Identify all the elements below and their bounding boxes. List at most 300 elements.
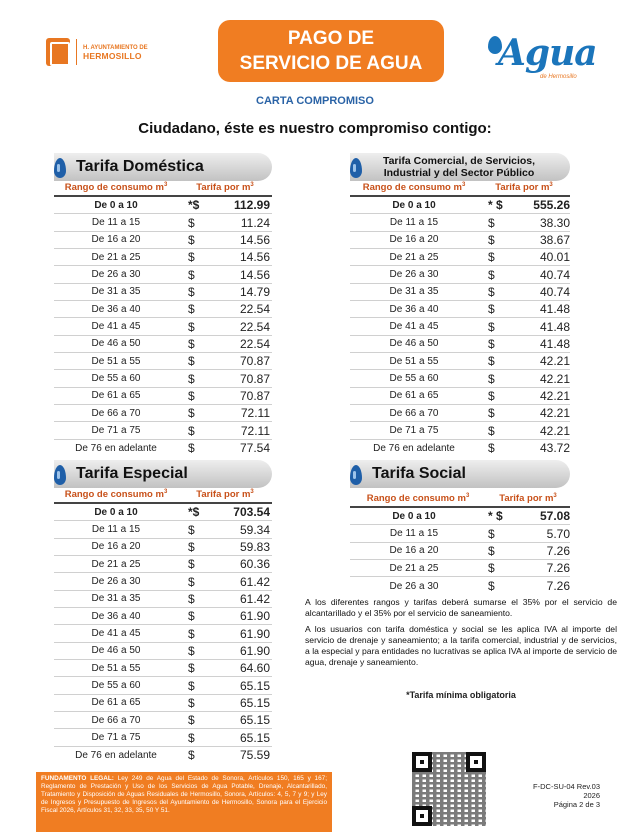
- tarifa-especial-table: [54, 460, 272, 764]
- tarifa-cell: [178, 505, 270, 519]
- currency-symbol: * $: [488, 509, 503, 524]
- tarifa-cell: [178, 320, 270, 334]
- table-row: [54, 301, 272, 318]
- rango-cell: De 66 a 70: [91, 714, 141, 726]
- tarifa-cell: [178, 337, 270, 351]
- tarifa-amount: 42.21: [539, 371, 570, 386]
- rango-cell: De 46 a 50: [91, 338, 141, 350]
- rango-cell: De 31 a 35: [389, 286, 439, 298]
- table-title-bar: [350, 460, 570, 488]
- rango-cell: De 61 a 65: [389, 390, 439, 402]
- table-row: [350, 232, 570, 249]
- table-title: Tarifa Social: [372, 465, 466, 482]
- currency-symbol: $: [188, 319, 195, 334]
- tarifa-amount: 59.83: [239, 539, 270, 554]
- tarifa-amount: 14.56: [239, 250, 270, 265]
- tarifa-cell: [178, 679, 270, 693]
- table-row: [54, 539, 272, 556]
- column-headers: [350, 492, 570, 508]
- tarifa-cell: [478, 424, 570, 438]
- col-rango: Rango de consumo $m^3$: [362, 182, 466, 194]
- tarifa-amount: 42.21: [539, 423, 570, 438]
- fundamento-legal: FUNDAMENTO LEGAL: Ley 249 de Agua del Estado de Sonora, Artículos 150, 165 y 167; Reglamento de Prestación y Uso de los Servicios de Agua Potable, Drenaje, Alcantarillado, Tratamiento y Disposición de Aguas Residuales de Hermosillo, Sonora, Artículos: 4, 5, 7 y 9; y Ley de Ingresos y Presupuesto de Ingresos del Ayuntamiento de Hermosillo, Sonora para el Ejercicio Fiscal 2026, Artículos 31, 32, 33, 35, 50 Y 51.: [36, 772, 332, 832]
- currency-symbol: $: [488, 579, 495, 594]
- rango-cell: De 21 a 25: [389, 562, 439, 574]
- col-tarifa: Tarifa por $m^3$: [196, 489, 254, 501]
- tarifa-cell: [178, 609, 270, 623]
- currency-symbol: $: [488, 232, 495, 247]
- tarifa-cell: [178, 441, 270, 455]
- table-row: [350, 318, 570, 335]
- currency-symbol: $: [488, 354, 495, 369]
- tarifa-amount: 61.42: [239, 591, 270, 606]
- qr-finder: [466, 752, 486, 772]
- tarifa-cell: [478, 579, 570, 593]
- tarifa-cell: [478, 354, 570, 368]
- tarifa-cell: [178, 268, 270, 282]
- tarifa-cell: [178, 302, 270, 316]
- table-row: [350, 525, 570, 542]
- rango-cell: De 36 a 40: [91, 610, 141, 622]
- table-row: [350, 560, 570, 577]
- col-tarifa: Tarifa por $m^3$: [499, 493, 557, 505]
- tarifa-cell: [178, 661, 270, 675]
- currency-symbol: $: [188, 423, 195, 438]
- page-title: [218, 20, 444, 82]
- currency-symbol: *$: [188, 505, 200, 520]
- currency-symbol: $: [188, 232, 195, 247]
- table-row: [350, 370, 570, 387]
- tarifa-domestica-table: [54, 153, 272, 457]
- currency-symbol: $: [488, 561, 495, 576]
- doc-page: Página 2 de 3: [553, 800, 600, 809]
- tarifa-amount: 65.15: [239, 713, 270, 728]
- rango-cell: De 16 a 20: [389, 545, 439, 557]
- currency-symbol: $: [188, 661, 195, 676]
- tarifa-amount: 14.79: [239, 284, 270, 299]
- col-rango: Rango de consumo $m^3$: [64, 182, 168, 194]
- rango-cell: De 46 a 50: [389, 338, 439, 350]
- rango-cell: De 41 a 45: [91, 321, 141, 333]
- rango-cell: De 61 a 65: [91, 697, 141, 709]
- currency-symbol: $: [188, 284, 195, 299]
- agua-logo: [488, 30, 597, 86]
- table-title-bar: [350, 153, 570, 181]
- currency-symbol: $: [488, 319, 495, 334]
- qr-finder: [412, 806, 432, 826]
- currency-symbol: $: [488, 526, 495, 541]
- currency-symbol: $: [188, 302, 195, 317]
- rango-cell: De 55 a 60: [91, 373, 141, 385]
- lead-statement: Ciudadano, éste es nuestro compromiso contigo:: [138, 120, 492, 137]
- currency-symbol: * $: [488, 198, 503, 213]
- table-row: [350, 422, 570, 439]
- rango-cell: De 36 a 40: [91, 303, 141, 315]
- table-row: [54, 388, 272, 405]
- column-headers: [54, 181, 272, 197]
- tarifa-amount: 7.26: [546, 579, 570, 594]
- tarifa-amount: 61.90: [239, 626, 270, 641]
- table-row: [54, 249, 272, 266]
- tarifa-amount: 22.54: [239, 319, 270, 334]
- tarifa-amount: 40.74: [539, 284, 570, 299]
- tarifa-cell: [478, 268, 570, 282]
- rango-cell: De 0 a 10: [392, 510, 436, 522]
- rango-cell: De 16 a 20: [389, 234, 439, 246]
- tarifa-comercial-table: [350, 153, 570, 457]
- currency-symbol: $: [188, 522, 195, 537]
- currency-symbol: $: [188, 574, 195, 589]
- tarifa-amount: 11.24: [240, 215, 270, 230]
- tarifa-amount: 22.54: [239, 302, 270, 317]
- tarifa-cell: [178, 424, 270, 438]
- rango-cell: De 11 a 15: [91, 217, 141, 229]
- tarifa-minima-note: *Tarifa mínima obligatoria: [406, 690, 516, 700]
- tarifa-amount: 61.90: [239, 609, 270, 624]
- currency-symbol: $: [188, 730, 195, 745]
- tarifa-cell: [478, 337, 570, 351]
- tarifa-cell: [178, 523, 270, 537]
- table-row: [350, 197, 570, 214]
- tarifa-cell: [178, 406, 270, 420]
- tarifa-cell: [478, 198, 570, 212]
- col-tarifa: Tarifa por $m^3$: [196, 182, 254, 194]
- rango-cell: De 31 a 35: [91, 593, 141, 605]
- table-row: [54, 608, 272, 625]
- tarifa-amount: 77.54: [239, 441, 270, 456]
- tarifa-amount: 65.15: [239, 730, 270, 745]
- table-title: Tarifa Comercial, de Servicios, Industrial y del Sector Público: [382, 155, 536, 179]
- tarifa-amount: 703.54: [233, 505, 270, 520]
- tarifa-amount: 40.74: [539, 267, 570, 282]
- table-row: [350, 543, 570, 560]
- currency-symbol: $: [188, 748, 195, 763]
- currency-symbol: $: [488, 302, 495, 317]
- table-row: [350, 214, 570, 231]
- table-row: [350, 249, 570, 266]
- table-row: [54, 284, 272, 301]
- currency-symbol: $: [188, 336, 195, 351]
- rango-cell: De 21 a 25: [91, 558, 141, 570]
- currency-symbol: $: [488, 336, 495, 351]
- currency-symbol: $: [188, 388, 195, 403]
- tarifa-amount: 41.48: [539, 319, 570, 334]
- tarifa-cell: [178, 575, 270, 589]
- tarifa-cell: [478, 544, 570, 558]
- currency-symbol: $: [188, 406, 195, 421]
- rango-cell: De 36 a 40: [389, 303, 439, 315]
- table-row: [54, 695, 272, 712]
- table-body: [54, 504, 272, 764]
- rango-cell: De 46 a 50: [91, 645, 141, 657]
- tarifa-amount: 112.99: [233, 198, 270, 213]
- table-row: [54, 521, 272, 538]
- currency-symbol: $: [188, 250, 195, 265]
- tarifa-cell: [178, 644, 270, 658]
- tarifa-amount: 7.26: [546, 561, 570, 576]
- currency-symbol: $: [188, 215, 195, 230]
- tarifa-amount: 59.34: [239, 522, 270, 537]
- tarifa-amount: 42.21: [539, 354, 570, 369]
- tarifa-cell: [478, 561, 570, 575]
- currency-symbol: $: [188, 695, 195, 710]
- col-tarifa: Tarifa por $m^3$: [495, 182, 553, 194]
- tarifa-amount: 61.90: [239, 643, 270, 658]
- tarifa-cell: [478, 389, 570, 403]
- tarifa-amount: 65.15: [239, 695, 270, 710]
- rango-cell: De 26 a 30: [389, 580, 439, 592]
- col-rango: Rango de consumo $m^3$: [64, 489, 168, 501]
- tarifa-cell: [178, 696, 270, 710]
- tarifa-amount: 555.26: [533, 198, 570, 213]
- tarifa-social-table: [350, 460, 570, 595]
- table-row: [54, 556, 272, 573]
- tarifa-amount: 14.56: [239, 232, 270, 247]
- currency-symbol: $: [188, 371, 195, 386]
- qr-code[interactable]: [412, 752, 486, 826]
- tarifa-cell: [178, 250, 270, 264]
- table-row: [54, 336, 272, 353]
- rango-cell: De 26 a 30: [91, 576, 141, 588]
- doc-year: 2026: [583, 791, 600, 800]
- title-line-1: PAGO DE: [287, 28, 375, 49]
- tarifa-cell: [178, 354, 270, 368]
- table-body: [350, 508, 570, 595]
- ayuntamiento-name: H. AYUNTAMIENTO DE HERMOSILLO: [83, 45, 148, 61]
- rango-cell: De 21 a 25: [91, 251, 141, 263]
- currency-symbol: $: [488, 284, 495, 299]
- tarifa-cell: [478, 285, 570, 299]
- tarifa-amount: 72.11: [240, 423, 270, 438]
- rango-cell: De 51 a 55: [91, 355, 141, 367]
- table-row: [350, 336, 570, 353]
- tarifa-amount: 64.60: [239, 661, 270, 676]
- table-row: [54, 591, 272, 608]
- rango-cell: De 21 a 25: [389, 251, 439, 263]
- table-row: [350, 353, 570, 370]
- currency-symbol: $: [188, 713, 195, 728]
- tarifa-cell: [478, 527, 570, 541]
- water-drop-icon: [52, 461, 68, 487]
- currency-symbol: $: [188, 678, 195, 693]
- tarifa-cell: [178, 198, 270, 212]
- tarifa-cell: [478, 406, 570, 420]
- crest-icon: [46, 38, 70, 66]
- table-row: [54, 405, 272, 422]
- tarifa-amount: 70.87: [239, 371, 270, 386]
- tarifa-amount: 41.48: [539, 302, 570, 317]
- table-row: [54, 573, 272, 590]
- note-iva: A los usuarios con tarifa doméstica y social se les aplica IVA al importe del servicio de drenaje y saneamiento; a la tarifa comercial, industrial y de servicios, a la especial y para entidades no lucrativas se aplica IVA al importe de servicio de agua, drenaje y saneamiento.: [305, 624, 617, 667]
- table-row: [350, 440, 570, 457]
- currency-symbol: $: [488, 215, 495, 230]
- tarifa-amount: 61.42: [239, 574, 270, 589]
- tarifa-cell: [178, 592, 270, 606]
- tarifa-amount: 42.21: [539, 406, 570, 421]
- tarifa-cell: [178, 372, 270, 386]
- tarifa-amount: 57.08: [539, 509, 570, 524]
- currency-symbol: $: [488, 388, 495, 403]
- table-row: [54, 318, 272, 335]
- currency-symbol: $: [188, 626, 195, 641]
- table-row: [54, 370, 272, 387]
- column-headers: [350, 181, 570, 197]
- rango-cell: De 41 a 45: [91, 628, 141, 640]
- tarifa-cell: [178, 748, 270, 762]
- currency-symbol: $: [488, 406, 495, 421]
- rango-cell: De 71 a 75: [389, 425, 439, 437]
- note-alcantarillado: A los diferentes rangos y tarifas deberá sumarse el 35% por el servicio de alcantarillado y el 35% por el servicio de saneamiento.: [305, 597, 617, 618]
- tarifa-cell: [178, 713, 270, 727]
- table-row: [54, 712, 272, 729]
- water-drop-icon: [348, 154, 364, 180]
- table-row: [350, 266, 570, 283]
- water-drop-icon: [348, 461, 364, 487]
- tarifa-cell: [178, 389, 270, 403]
- tarifa-amount: 38.67: [539, 232, 570, 247]
- currency-symbol: $: [188, 591, 195, 606]
- column-headers: [54, 488, 272, 504]
- tarifa-cell: [178, 627, 270, 641]
- table-title: Tarifa Doméstica: [76, 158, 204, 175]
- currency-symbol: $: [488, 423, 495, 438]
- table-body: [350, 197, 570, 457]
- table-row: [54, 440, 272, 457]
- tarifa-amount: 7.26: [546, 543, 570, 558]
- logo-divider: [76, 39, 77, 65]
- rango-cell: De 55 a 60: [389, 373, 439, 385]
- rango-cell: De 41 a 45: [389, 321, 439, 333]
- rango-cell: De 26 a 30: [389, 269, 439, 281]
- currency-symbol: $: [188, 643, 195, 658]
- rango-cell: De 11 a 15: [389, 217, 439, 229]
- tarifa-cell: [478, 372, 570, 386]
- rango-cell: De 76 en adelante: [75, 749, 157, 761]
- qr-finder: [412, 752, 432, 772]
- rango-cell: De 71 a 75: [91, 425, 141, 437]
- water-drop-icon: [52, 154, 68, 180]
- table-row: [54, 625, 272, 642]
- tarifa-cell: [178, 731, 270, 745]
- tarifa-cell: [478, 250, 570, 264]
- table-title: Tarifa Especial: [76, 465, 188, 482]
- tarifa-amount: 65.15: [239, 678, 270, 693]
- tarifa-amount: 5.70: [546, 526, 570, 541]
- currency-symbol: $: [188, 354, 195, 369]
- currency-symbol: *$: [188, 198, 200, 213]
- rango-cell: De 71 a 75: [91, 732, 141, 744]
- rango-cell: De 55 a 60: [91, 680, 141, 692]
- table-row: [350, 284, 570, 301]
- tarifa-cell: [478, 216, 570, 230]
- rango-cell: De 11 a 15: [91, 524, 141, 536]
- table-row: [54, 353, 272, 370]
- table-row: [54, 747, 272, 764]
- tarifa-amount: 41.48: [539, 336, 570, 351]
- currency-symbol: $: [488, 371, 495, 386]
- tarifa-cell: [478, 302, 570, 316]
- currency-symbol: $: [488, 267, 495, 282]
- table-row: [54, 266, 272, 283]
- tarifa-amount: 72.11: [240, 406, 270, 421]
- table-row: [350, 301, 570, 318]
- rango-cell: De 0 a 10: [94, 506, 138, 518]
- table-row: [350, 388, 570, 405]
- tarifa-cell: [178, 557, 270, 571]
- carta-compromiso-heading: CARTA COMPROMISO: [256, 95, 374, 107]
- currency-symbol: $: [188, 441, 195, 456]
- tarifa-amount: 60.36: [239, 557, 270, 572]
- doc-code: F-DC-SU-04 Rev.03: [533, 782, 600, 791]
- currency-symbol: $: [488, 441, 495, 456]
- table-row: [54, 197, 272, 214]
- rango-cell: De 26 a 30: [91, 269, 141, 281]
- table-row: [54, 232, 272, 249]
- tarifa-amount: 40.01: [539, 250, 570, 265]
- tarifa-amount: 75.59: [239, 748, 270, 763]
- tarifa-cell: [478, 509, 570, 523]
- table-row: [350, 405, 570, 422]
- currency-symbol: $: [188, 539, 195, 554]
- tarifa-cell: [178, 216, 270, 230]
- tarifa-amount: 22.54: [239, 336, 270, 351]
- col-rango: Rango de consumo $m^3$: [366, 493, 470, 505]
- rango-cell: De 0 a 10: [94, 199, 138, 211]
- table-row: [54, 677, 272, 694]
- tarifa-cell: [178, 540, 270, 554]
- table-title-bar: [54, 153, 272, 181]
- rango-cell: De 66 a 70: [91, 407, 141, 419]
- tarifa-amount: 70.87: [239, 388, 270, 403]
- table-title-bar: [54, 460, 272, 488]
- table-row: [350, 577, 570, 594]
- currency-symbol: $: [188, 557, 195, 572]
- title-line-2: SERVICIO DE AGUA: [239, 53, 423, 74]
- rango-cell: De 16 a 20: [91, 541, 141, 553]
- rango-cell: De 16 a 20: [91, 234, 141, 246]
- tarifa-amount: 14.56: [239, 267, 270, 282]
- tarifa-amount: 38.30: [539, 215, 570, 230]
- table-row: [54, 214, 272, 231]
- tarifa-amount: 42.21: [539, 388, 570, 403]
- tariff-notes: [305, 597, 617, 673]
- tarifa-cell: [478, 441, 570, 455]
- currency-symbol: $: [188, 267, 195, 282]
- table-body: [54, 197, 272, 457]
- agua-logo-word: Agua: [498, 32, 597, 74]
- rango-cell: De 31 a 35: [91, 286, 141, 298]
- rango-cell: De 51 a 55: [389, 355, 439, 367]
- rango-cell: De 51 a 55: [91, 662, 141, 674]
- table-row: [54, 660, 272, 677]
- table-row: [54, 504, 272, 521]
- tarifa-cell: [178, 233, 270, 247]
- table-row: [350, 508, 570, 525]
- ayuntamiento-logo: [46, 38, 148, 66]
- tarifa-cell: [178, 285, 270, 299]
- agua-logo-sub: de Hermosillo: [540, 74, 577, 80]
- rango-cell: De 0 a 10: [392, 199, 436, 211]
- tarifa-cell: [478, 320, 570, 334]
- currency-symbol: $: [488, 543, 495, 558]
- table-row: [54, 643, 272, 660]
- tarifa-amount: 43.72: [539, 441, 570, 456]
- rango-cell: De 61 a 65: [91, 390, 141, 402]
- currency-symbol: $: [188, 609, 195, 624]
- document-reference: [508, 782, 600, 809]
- rango-cell: De 76 en adelante: [75, 442, 157, 454]
- rango-cell: De 76 en adelante: [373, 442, 455, 454]
